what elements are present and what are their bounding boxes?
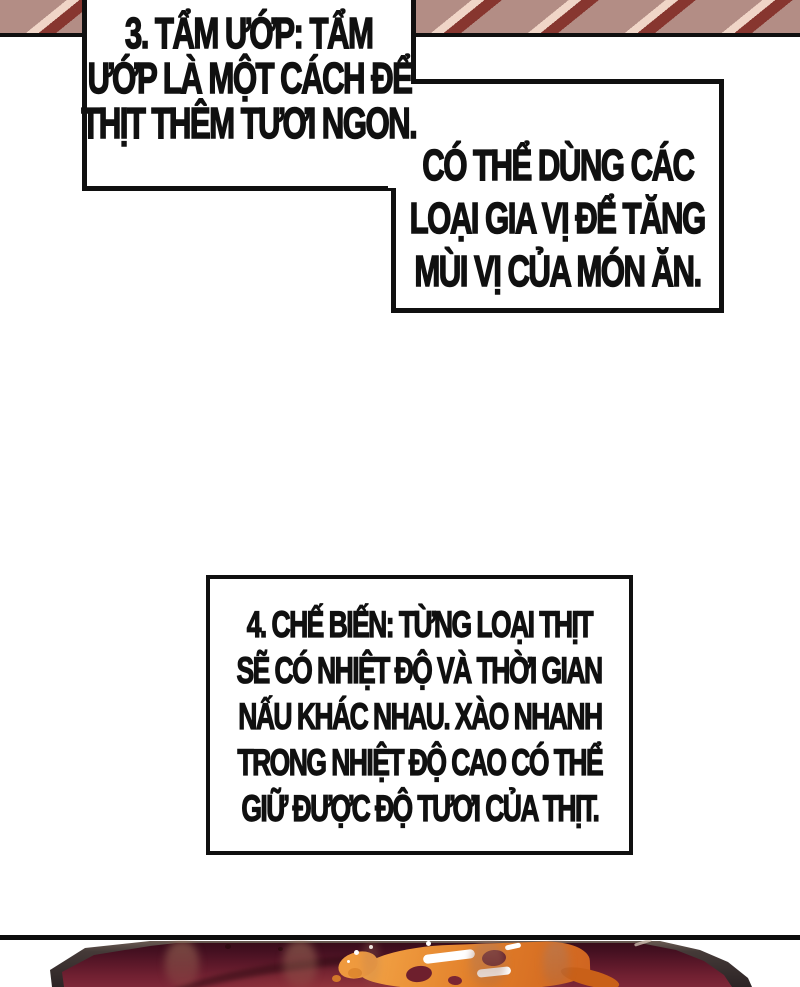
oil-droplet (332, 975, 341, 982)
wood-strip-panel-left (0, 0, 95, 33)
splash-dot (225, 944, 231, 949)
bottom-panel-top-border (0, 935, 800, 940)
caption-line: GIỮ ĐƯỢC ĐỘ TƯƠI CỦA THỊT. (241, 788, 598, 830)
caption-line: ƯỚP LÀ MỘT CÁCH ĐỂ (87, 55, 411, 103)
sparkle-dot (426, 941, 431, 946)
caption-text-marinate (81, 10, 417, 148)
caption-line: CÓ THỂ DÙNG CÁC (421, 142, 694, 190)
steam-wisp (362, 941, 380, 987)
caption-line: TRONG NHIỆT ĐỘ CAO CÓ THỂ (237, 742, 602, 784)
steam-wisp (165, 941, 199, 987)
caption-line: NẤU KHÁC NHAU. XÀO NHANH (237, 696, 602, 738)
caption-line: MÙI VỊ CỦA MÓN ĂN. (414, 248, 701, 296)
caption-line: SẼ CÓ NHIỆT ĐỘ VÀ THỜI GIAN (236, 650, 603, 692)
caption-line: THỊT THÊM TƯƠI NGON. (81, 100, 417, 148)
caption-line: LOẠI GIA VỊ ĐỂ TĂNG (409, 195, 706, 243)
caption-text-spices (396, 140, 719, 299)
steam-wisp (283, 941, 317, 987)
steam-wisp (470, 941, 506, 987)
steam-wisp (543, 941, 569, 987)
splash-dot (278, 947, 283, 951)
wood-strip-panel-right (405, 0, 800, 33)
caption-line: 3. TẨM ƯỚP: TẨM (125, 10, 373, 58)
caption-text-cooking (210, 602, 629, 832)
sparkle-dot (354, 950, 359, 955)
sparkle-dot (347, 960, 350, 963)
caption-line: 4. CHẾ BIẾN: TỪNG LOẠI THỊT (246, 604, 593, 646)
oil-droplet (348, 968, 362, 978)
